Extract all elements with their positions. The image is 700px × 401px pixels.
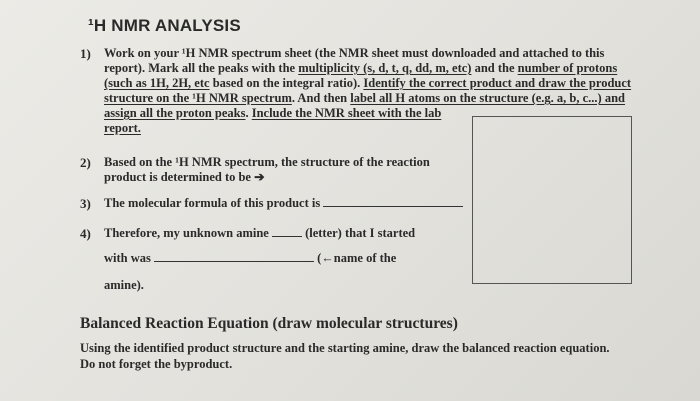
item-1-line-2-text: report). Mark all the peaks with the: [104, 61, 299, 75]
molecular-formula-text: The molecular formula of this product is: [104, 196, 321, 210]
name-of-amine-text: (←name of the: [317, 251, 397, 265]
reaction-equation-heading: Balanced Reaction Equation (draw molecular structures): [80, 315, 458, 332]
item-2-line-2: [104, 170, 265, 185]
number-of-protons-text: number of protons: [517, 61, 618, 75]
structure-on-spectrum-text: structure on the ¹H NMR spectrum: [104, 91, 292, 105]
amine-letter-blank[interactable]: [272, 235, 302, 237]
letter-started-text: (letter) that I started: [305, 226, 416, 240]
item-1-line-3-mid: based on the integral ratio).: [209, 76, 364, 90]
item-1-line-1: [104, 46, 604, 61]
item-3-line: [104, 196, 463, 211]
item-1-line-5-mid: .: [245, 106, 252, 120]
item-4-line-2: [104, 251, 396, 266]
reaction-instruction-line-2: Do not forget the byproduct.: [80, 357, 233, 371]
item-1-line-1-text: Work on your ¹H NMR spectrum sheet (the NMR sheet must downloaded and attached to this: [104, 46, 605, 60]
molecular-formula-blank[interactable]: [323, 205, 463, 207]
item-2-line-2-text: product is determined to be: [104, 170, 251, 184]
right-arrow-icon: ➔: [254, 170, 265, 184]
item-4-line-3: amine).: [104, 278, 144, 292]
item-1-line-4-mid: . And then: [291, 91, 351, 105]
reaction-instruction-line-1: Using the identified product structure and the starting amine, draw the balanced reaction equation.: [80, 341, 610, 355]
label-h-atoms-text: label all H atoms on the structure (e.g. a, b, c...) and: [350, 91, 625, 105]
item-1-line-2: [104, 61, 617, 76]
identify-product-text: Identify the correct product and draw the product: [363, 76, 632, 90]
item-3-number: 3): [80, 196, 91, 211]
proton-example-text: (such as 1H, 2H, etc: [104, 76, 210, 90]
item-2-line-1: Based on the ¹H NMR spectrum, the structure of the reaction: [104, 155, 430, 169]
report-text: report.: [104, 121, 141, 135]
item-1-line-4: [104, 91, 625, 106]
item-1-line-6: [104, 121, 141, 136]
page-title: ¹H NMR ANALYSIS: [88, 16, 241, 35]
unknown-amine-text: Therefore, my unknown amine: [104, 226, 269, 240]
item-4-line-1: [104, 226, 415, 241]
item-1-number: 1): [80, 46, 91, 61]
item-2-number: 2): [80, 155, 91, 170]
item-1-line-3: [104, 76, 631, 91]
amine-name-blank[interactable]: [154, 260, 314, 262]
assign-peaks-text: assign all the proton peaks: [104, 106, 246, 120]
item-1-line-5: [104, 106, 441, 121]
with-was-text: with was: [104, 251, 151, 265]
item-4-number: 4): [80, 226, 91, 241]
multiplicity-text: multiplicity (s, d, t, q, dd, m, etc): [298, 61, 472, 75]
structure-drawing-box[interactable]: [472, 116, 632, 284]
include-sheet-text: Include the NMR sheet with the lab: [251, 106, 442, 120]
item-1-line-2-mid: and the: [471, 61, 518, 75]
